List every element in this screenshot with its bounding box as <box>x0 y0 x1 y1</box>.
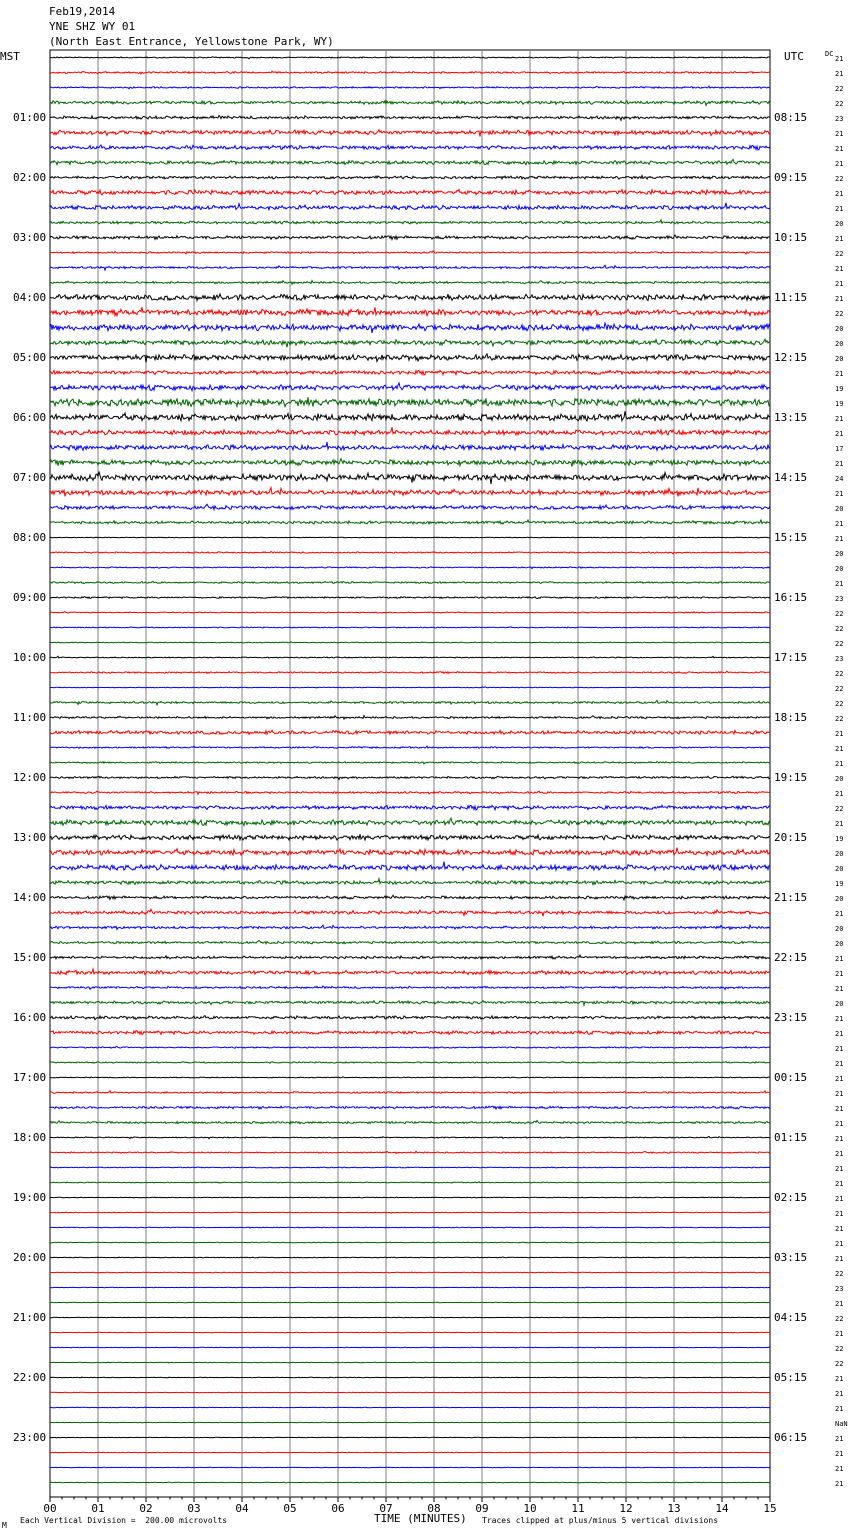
seismic-trace <box>50 1257 770 1258</box>
seismic-trace <box>50 848 770 856</box>
vertical-scale-note: Each Vertical Division = 200.00 microvolts <box>20 1516 228 1525</box>
utc-hour-label: 02:15 <box>774 1190 808 1204</box>
seismic-trace <box>50 805 770 810</box>
mst-hour-label: 22:00 <box>13 1370 47 1384</box>
mst-hour-label: 21:00 <box>13 1310 47 1324</box>
x-tick-label: 03 <box>187 1502 201 1515</box>
seismic-trace <box>50 1137 770 1139</box>
seismic-trace <box>50 581 770 583</box>
dc-offset-value: 21 <box>835 1209 844 1218</box>
mst-hour-label: 09:00 <box>13 590 47 604</box>
dc-offset-value: 20 <box>835 219 844 228</box>
dc-offset-value: 22 <box>835 1269 844 1278</box>
seismic-trace <box>50 1347 770 1348</box>
seismic-trace <box>50 716 770 719</box>
utc-hour-label: 15:15 <box>774 530 808 544</box>
mst-hour-label: 02:00 <box>13 170 47 184</box>
utc-hour-label: 11:15 <box>774 290 808 304</box>
dc-offset-value: 22 <box>835 249 844 258</box>
dc-offset-value: 21 <box>835 954 844 963</box>
x-tick-label: 13 <box>667 1502 681 1515</box>
dc-offset-value: 22 <box>835 84 844 93</box>
mst-hour-label: 14:00 <box>13 890 47 904</box>
x-axis-title: TIME (MINUTES) <box>374 1512 467 1525</box>
mst-hour-label: 05:00 <box>13 350 47 364</box>
dc-offset-value: 21 <box>835 69 844 78</box>
seismic-trace <box>50 57 770 59</box>
mst-hour-label: 07:00 <box>13 470 47 484</box>
seismic-trace <box>50 427 770 435</box>
utc-hour-label: 17:15 <box>774 650 808 664</box>
utc-hour-label: 13:15 <box>774 410 808 424</box>
dc-offset-value: 20 <box>835 894 844 903</box>
dc-offset-value: 21 <box>835 369 844 378</box>
dc-offset-value: 20 <box>835 924 844 933</box>
utc-hour-label: 16:15 <box>774 590 808 604</box>
dc-offset-value: 20 <box>835 849 844 858</box>
dc-offset-header: DC <box>825 50 834 58</box>
dc-offset-value: 21 <box>835 789 844 798</box>
mst-hour-label: 12:00 <box>13 770 47 784</box>
seismic-trace <box>50 459 770 467</box>
seismic-trace <box>50 1001 770 1005</box>
seismic-trace <box>50 969 770 975</box>
seismic-trace <box>50 1272 770 1273</box>
mst-hour-label: 10:00 <box>13 650 47 664</box>
dc-offset-value: 21 <box>835 744 844 753</box>
seismic-trace <box>50 955 770 959</box>
seismic-trace <box>50 761 770 764</box>
dc-offset-value: 22 <box>835 1314 844 1323</box>
mst-hour-label: 16:00 <box>13 1010 47 1024</box>
seismic-trace <box>50 791 770 794</box>
seismic-trace <box>50 1212 770 1213</box>
x-tick-label: 08 <box>427 1502 441 1515</box>
dc-offset-value: 21 <box>835 414 844 423</box>
seismic-trace <box>50 986 770 990</box>
seismic-trace <box>50 612 770 614</box>
station-location: (North East Entrance, Yellowstone Park, WY) <box>49 35 334 48</box>
dc-offset-value: 19 <box>835 879 844 888</box>
dc-offset-value: 21 <box>835 1374 844 1383</box>
dc-offset-value: 21 <box>835 1014 844 1023</box>
seismic-trace <box>50 1197 770 1198</box>
seismic-trace <box>50 145 770 150</box>
dc-offset-value: 21 <box>835 1299 844 1308</box>
mst-hour-label: 23:00 <box>13 1430 47 1444</box>
dc-offset-value: 23 <box>835 594 844 603</box>
dc-offset-value: 21 <box>835 1464 844 1473</box>
clip-note: Traces clipped at plus/minus 5 vertical divisions <box>482 1516 719 1525</box>
dc-offset-value: 21 <box>835 519 844 528</box>
right-timezone-label: UTC <box>784 50 804 63</box>
x-tick-label: 14 <box>715 1502 729 1515</box>
dc-offset-value: 21 <box>835 144 844 153</box>
dc-offset-value: 20 <box>835 339 844 348</box>
mst-hour-label: 20:00 <box>13 1250 47 1264</box>
seismic-trace <box>50 71 770 74</box>
seismic-trace <box>50 86 770 89</box>
mst-hour-label: 15:00 <box>13 950 47 964</box>
dc-offset-value: 21 <box>835 729 844 738</box>
seismic-trace <box>50 220 770 224</box>
seismic-trace <box>50 1362 770 1363</box>
utc-hour-label: 22:15 <box>774 950 808 964</box>
dc-offset-value: 21 <box>835 1044 844 1053</box>
seismic-trace <box>50 307 770 316</box>
dc-offset-value: 21 <box>835 1449 844 1458</box>
dc-offset-value: 20 <box>835 324 844 333</box>
utc-hour-label: 06:15 <box>774 1430 808 1444</box>
mst-hour-label: 06:00 <box>13 410 47 424</box>
seismic-trace <box>50 642 770 643</box>
utc-hour-label: 23:15 <box>774 1010 808 1024</box>
dc-offset-value: 23 <box>835 654 844 663</box>
utc-hour-label: 03:15 <box>774 1250 808 1264</box>
seismic-trace <box>50 1031 770 1035</box>
seismic-trace <box>50 1422 770 1423</box>
dc-offset-value: 22 <box>835 639 844 648</box>
dc-offset-value: 21 <box>835 1389 844 1398</box>
dc-offset-value: 21 <box>835 1134 844 1143</box>
dc-offset-value: 21 <box>835 1074 844 1083</box>
seismic-trace <box>50 1467 770 1468</box>
mst-hour-label: 01:00 <box>13 110 47 124</box>
dc-offset-value: 21 <box>835 489 844 498</box>
seismic-trace <box>50 834 770 840</box>
seismic-trace <box>50 818 770 825</box>
dc-offset-value: 21 <box>835 459 844 468</box>
x-tick-label: 05 <box>283 1502 297 1515</box>
x-tick-label: 07 <box>379 1502 393 1515</box>
station-code: YNE SHZ WY 01 <box>49 20 136 33</box>
mst-hour-label: 13:00 <box>13 830 47 844</box>
dc-offset-value: 22 <box>835 174 844 183</box>
seismic-trace <box>50 1332 770 1333</box>
seismic-trace <box>50 941 770 944</box>
dc-offset-value: 21 <box>835 1089 844 1098</box>
seismic-trace <box>50 925 770 929</box>
dc-offset-value: 21 <box>835 204 844 213</box>
dc-offset-value: 21 <box>835 1059 844 1068</box>
dc-offset-value: 21 <box>835 1254 844 1263</box>
utc-hour-label: 04:15 <box>774 1310 808 1324</box>
dc-offset-value: 21 <box>835 54 844 63</box>
mst-hour-label: 11:00 <box>13 710 47 724</box>
seismic-trace <box>50 1016 770 1020</box>
dc-offset-value: 21 <box>835 1224 844 1233</box>
dc-offset-value: 22 <box>835 309 844 318</box>
mst-hour-label: 03:00 <box>13 230 47 244</box>
mst-hour-label: 17:00 <box>13 1070 47 1084</box>
seismic-trace <box>50 895 770 899</box>
seismic-trace <box>50 1407 770 1408</box>
seismic-trace <box>50 504 770 509</box>
seismic-trace <box>50 1482 770 1483</box>
dc-offset-value: 21 <box>835 579 844 588</box>
utc-hour-label: 21:15 <box>774 890 808 904</box>
dc-offset-value: 21 <box>835 234 844 243</box>
dc-offset-value: 22 <box>835 609 844 618</box>
dc-offset-value: 21 <box>835 129 844 138</box>
seismic-trace <box>50 1452 770 1453</box>
dc-offset-value: 17 <box>835 444 844 453</box>
dc-offset-value: 21 <box>835 759 844 768</box>
dc-offset-value: 21 <box>835 1329 844 1338</box>
seismic-trace <box>50 130 770 137</box>
seismic-trace <box>50 687 770 688</box>
dc-offset-value: 24 <box>835 474 844 483</box>
seismic-trace <box>50 189 770 194</box>
dc-offset-value: 22 <box>835 1359 844 1368</box>
dc-offset-value: 21 <box>835 1104 844 1113</box>
dc-offset-value: 21 <box>835 1239 844 1248</box>
utc-hour-label: 10:15 <box>774 230 808 244</box>
dc-offset-value: 20 <box>835 939 844 948</box>
dc-offset-value: 21 <box>835 1194 844 1203</box>
x-tick-label: 06 <box>331 1502 345 1515</box>
seismic-trace <box>50 1151 770 1153</box>
seismic-trace <box>50 115 770 120</box>
x-tick-label: 11 <box>571 1502 585 1515</box>
dc-offset-value: 21 <box>835 1434 844 1443</box>
seismic-trace <box>50 397 770 406</box>
dc-offset-value: 21 <box>835 1404 844 1413</box>
dc-offset-value: 21 <box>835 264 844 273</box>
seismic-trace <box>50 442 770 450</box>
seismic-trace <box>50 730 770 734</box>
seismic-trace <box>50 537 770 538</box>
dc-offset-value: 22 <box>835 714 844 723</box>
seismic-trace <box>50 520 770 524</box>
x-tick-label: 15 <box>763 1502 777 1515</box>
dc-offset-value: 20 <box>835 354 844 363</box>
seismic-trace <box>50 1167 770 1168</box>
x-tick-label: 12 <box>619 1502 633 1515</box>
seismic-trace <box>50 1182 770 1183</box>
x-tick-label: 01 <box>91 1502 105 1515</box>
dc-offset-value: 21 <box>835 909 844 918</box>
utc-hour-label: 14:15 <box>774 470 808 484</box>
seismic-trace <box>50 383 770 391</box>
seismic-trace <box>50 1106 770 1109</box>
mst-hour-label: 19:00 <box>13 1190 47 1204</box>
dc-offset-value: 21 <box>835 984 844 993</box>
dc-offset-value: 21 <box>835 279 844 288</box>
dc-offset-value: 21 <box>835 294 844 303</box>
dc-offset-value: 19 <box>835 399 844 408</box>
utc-hour-label: 08:15 <box>774 110 808 124</box>
dc-offset-value: 22 <box>835 684 844 693</box>
x-tick-label: 02 <box>139 1502 153 1515</box>
utc-hour-label: 12:15 <box>774 350 808 364</box>
utc-hour-label: 05:15 <box>774 1370 808 1384</box>
utc-hour-label: 09:15 <box>774 170 808 184</box>
x-tick-label: 09 <box>475 1502 489 1515</box>
seismic-trace <box>50 235 770 239</box>
dc-offset-value: 21 <box>835 1164 844 1173</box>
dc-offset-value: 20 <box>835 564 844 573</box>
seismic-trace <box>50 1302 770 1303</box>
seismic-trace <box>50 671 770 673</box>
seismic-trace <box>50 862 770 871</box>
seismic-trace <box>50 354 770 363</box>
seismic-trace <box>50 203 770 210</box>
seismic-trace <box>50 472 770 485</box>
seismic-trace <box>50 488 770 497</box>
mst-hour-label: 04:00 <box>13 290 47 304</box>
dc-offset-value: 21 <box>835 1119 844 1128</box>
seismic-trace <box>50 627 770 628</box>
seismic-trace <box>50 776 770 779</box>
seismic-trace <box>50 176 770 180</box>
seismic-trace <box>50 597 770 599</box>
seismic-trace <box>50 656 770 658</box>
dc-offset-value: 21 <box>835 819 844 828</box>
dc-offset-value: 21 <box>835 1029 844 1038</box>
x-tick-label: 10 <box>523 1502 537 1515</box>
dc-offset-value: 22 <box>835 1344 844 1353</box>
seismic-trace <box>50 1121 770 1125</box>
seismic-trace <box>50 1077 770 1078</box>
utc-hour-label: 19:15 <box>774 770 808 784</box>
left-timezone-label: MST <box>0 50 20 63</box>
seismic-trace <box>50 1091 770 1094</box>
corner-mark: M <box>2 1521 7 1530</box>
seismic-trace <box>50 1317 770 1318</box>
mst-hour-label: 08:00 <box>13 530 47 544</box>
seismic-trace <box>50 700 770 705</box>
seismic-trace <box>50 1437 770 1438</box>
seismic-trace <box>50 567 770 569</box>
seismic-trace <box>50 281 770 285</box>
utc-hour-label: 01:15 <box>774 1130 808 1144</box>
dc-offset-value: 20 <box>835 549 844 558</box>
x-tick-label: 04 <box>235 1502 249 1515</box>
utc-hour-label: 18:15 <box>774 710 808 724</box>
dc-offset-value: 22 <box>835 804 844 813</box>
seismic-trace <box>50 746 770 748</box>
dc-offset-value: 22 <box>835 669 844 678</box>
seismic-trace <box>50 101 770 106</box>
seismic-trace <box>50 251 770 254</box>
dc-offset-value: 20 <box>835 774 844 783</box>
dc-offset-value: 20 <box>835 504 844 513</box>
dc-offset-value: 21 <box>835 1149 844 1158</box>
dc-offset-value: 21 <box>835 429 844 438</box>
dc-offset-value: 22 <box>835 624 844 633</box>
seismic-trace <box>50 1377 770 1378</box>
seismic-trace <box>50 1227 770 1228</box>
seismic-trace <box>50 1392 770 1393</box>
plot-date: Feb19,2014 <box>49 5 116 18</box>
seismic-trace <box>50 370 770 375</box>
seismic-trace <box>50 411 770 421</box>
dc-offset-value: 20 <box>835 864 844 873</box>
dc-offset-value: 23 <box>835 1284 844 1293</box>
dc-offset-value: NaN <box>835 1419 848 1428</box>
seismic-trace <box>50 1242 770 1243</box>
seismic-trace <box>50 323 770 333</box>
dc-offset-value: 22 <box>835 99 844 108</box>
seismic-trace <box>50 1046 770 1048</box>
x-tick-label: 00 <box>43 1502 57 1515</box>
seismic-trace <box>50 294 770 301</box>
mst-hour-label: 18:00 <box>13 1130 47 1144</box>
seismic-trace <box>50 552 770 554</box>
dc-offset-value: 21 <box>835 969 844 978</box>
dc-offset-value: 21 <box>835 189 844 198</box>
seismic-trace <box>50 159 770 164</box>
dc-offset-value: 21 <box>835 534 844 543</box>
dc-offset-value: 19 <box>835 834 844 843</box>
dc-offset-value: 23 <box>835 114 844 123</box>
dc-offset-value: 22 <box>835 699 844 708</box>
seismic-trace <box>50 1287 770 1288</box>
utc-hour-label: 00:15 <box>774 1070 808 1084</box>
seismic-trace <box>50 1062 770 1064</box>
seismic-trace <box>50 339 770 347</box>
dc-offset-value: 20 <box>835 999 844 1008</box>
dc-offset-value: 19 <box>835 384 844 393</box>
utc-hour-label: 20:15 <box>774 830 808 844</box>
seismic-trace <box>50 879 770 885</box>
seismic-trace <box>50 909 770 916</box>
dc-offset-value: 21 <box>835 1479 844 1488</box>
seismic-trace <box>50 265 770 270</box>
dc-offset-value: 21 <box>835 159 844 168</box>
dc-offset-value: 21 <box>835 1179 844 1188</box>
